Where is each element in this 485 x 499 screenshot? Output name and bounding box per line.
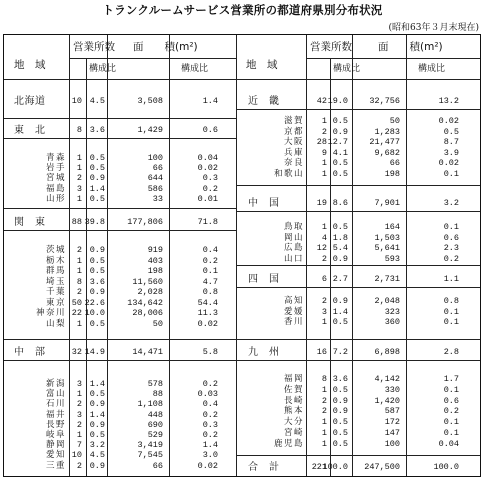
area-share: 2.3 <box>443 243 459 253</box>
office-count: 8 <box>76 276 82 287</box>
area-share: 0.1 <box>443 168 459 179</box>
area-value: 88 <box>152 389 163 400</box>
table-rule <box>236 109 480 110</box>
area-share: 0.3 <box>202 173 218 184</box>
office-count: 1 <box>76 389 82 400</box>
region-name: 中 国 <box>248 198 280 209</box>
area-value: 21,477 <box>369 137 400 147</box>
office-count: 2 <box>321 395 327 406</box>
area-value: 50 <box>389 116 400 126</box>
table-rule <box>4 360 236 361</box>
office-count: 50 <box>71 297 82 308</box>
table-rule <box>4 79 236 80</box>
area-share: 3.2 <box>443 198 459 208</box>
prefecture-name: 千葉 <box>45 287 66 297</box>
office-count: 1 <box>321 384 327 395</box>
area-value: 50 <box>152 318 163 329</box>
area-value: 100 <box>384 438 400 449</box>
table-rule <box>236 455 480 456</box>
office-share: 0.9 <box>332 126 348 137</box>
office-count: 2 <box>321 296 327 306</box>
office-count: 3 <box>76 183 82 194</box>
area-value: 593 <box>384 253 400 264</box>
area-value: 3,419 <box>137 440 163 451</box>
office-count: 2 <box>76 245 82 255</box>
prefecture-name: 佐賀 <box>283 384 304 395</box>
office-share: 0.9 <box>332 406 348 417</box>
office-share: 0.5 <box>332 384 348 395</box>
table-rule <box>69 35 70 476</box>
prefecture-name: 茨城 <box>45 245 66 255</box>
area-value: 448 <box>147 409 163 420</box>
table-rule <box>306 58 480 59</box>
table-rule <box>4 138 236 139</box>
area-value: 32,756 <box>369 96 400 106</box>
prefecture-name: 岐阜 <box>45 430 66 440</box>
area-share: 71.8 <box>197 217 218 227</box>
prefecture-name: 岩手 <box>45 163 66 174</box>
office-count: 1 <box>76 318 82 329</box>
header-label: 地 域 <box>14 59 46 71</box>
office-share: 0.9 <box>89 245 105 255</box>
office-share: 0.5 <box>89 430 105 440</box>
table-rule <box>236 339 480 340</box>
office-count: 9 <box>321 147 327 158</box>
office-count: 8 <box>321 374 327 384</box>
table-rule <box>236 35 237 476</box>
office-count: 10 <box>71 450 82 461</box>
office-count: 1 <box>76 430 82 440</box>
area-value: 1,108 <box>137 399 163 410</box>
area-share: 0.2 <box>202 183 218 194</box>
area-share: 11.3 <box>197 308 218 318</box>
office-count: 8 <box>76 125 82 135</box>
area-value: 4,142 <box>374 374 400 384</box>
office-share: 14.9 <box>84 347 105 357</box>
office-share: 0.5 <box>332 317 348 327</box>
header-label: 構成比 <box>418 64 446 74</box>
header-label: 営業所数 <box>310 41 352 53</box>
area-share: 1.4 <box>202 96 218 106</box>
area-share: 0.03 <box>197 389 218 400</box>
table-rule <box>4 208 236 209</box>
office-count: 1 <box>321 168 327 179</box>
office-count: 1 <box>321 158 327 168</box>
header-label: 構成比 <box>333 64 361 74</box>
area-share: 0.8 <box>443 296 459 306</box>
office-count: 28 <box>316 137 327 147</box>
office-count: 1 <box>76 193 82 204</box>
prefecture-name: 兵庫 <box>283 147 304 158</box>
area-value: 134,642 <box>127 297 163 308</box>
area-value: 9,682 <box>374 147 400 158</box>
area-share: 0.5 <box>443 126 459 137</box>
area-share: 54.4 <box>197 297 218 308</box>
prefecture-name: 鳥取 <box>283 222 304 232</box>
region-name: 九 州 <box>248 347 280 358</box>
office-share: 19.0 <box>327 96 348 106</box>
area-share: 0.4 <box>202 399 218 410</box>
total-area-share: 100.0 <box>433 462 459 472</box>
area-share: 0.3 <box>202 419 218 430</box>
office-share: 1.4 <box>332 306 348 317</box>
office-share: 0.9 <box>89 287 105 297</box>
table-rule <box>236 287 480 288</box>
area-value: 2,028 <box>137 287 163 297</box>
area-value: 1,503 <box>374 232 400 243</box>
total-office-share: 100.0 <box>322 462 348 472</box>
prefecture-name: 長崎 <box>283 395 304 406</box>
table-rule <box>330 58 331 476</box>
office-count: 10 <box>71 96 82 106</box>
table-rule <box>4 230 236 231</box>
prefecture-name: 山口 <box>283 253 304 264</box>
table-rule <box>107 35 108 476</box>
prefecture-name: 大分 <box>283 417 304 428</box>
office-share: 4.1 <box>332 147 348 158</box>
table-rule <box>4 118 236 119</box>
table-rule <box>236 265 480 266</box>
office-count: 3 <box>76 379 82 389</box>
office-share: 0.5 <box>332 417 348 428</box>
prefecture-name: 埼玉 <box>45 276 66 287</box>
area-share: 1.4 <box>202 440 218 451</box>
area-share: 0.1 <box>443 306 459 317</box>
office-share: 1.8 <box>332 232 348 243</box>
office-share: 0.5 <box>332 116 348 126</box>
office-share: 5.4 <box>332 243 348 253</box>
office-share: 0.9 <box>89 399 105 410</box>
office-share: 0.5 <box>89 153 105 163</box>
office-share: 4.5 <box>89 450 105 461</box>
prefecture-name: 富山 <box>45 389 66 400</box>
area-value: 578 <box>147 379 163 389</box>
area-share: 8.7 <box>443 137 459 147</box>
area-value: 403 <box>147 255 163 266</box>
area-share: 0.02 <box>197 163 218 174</box>
office-count: 6 <box>321 274 327 284</box>
office-share: 0.5 <box>89 266 105 276</box>
table-rule <box>236 360 480 361</box>
prefecture-name: 長野 <box>45 419 66 430</box>
area-value: 330 <box>384 384 400 395</box>
office-count: 1 <box>76 153 82 163</box>
office-share: 3.2 <box>89 440 105 451</box>
area-share: 3.0 <box>202 450 218 461</box>
area-value: 100 <box>147 153 163 163</box>
office-share: 0.5 <box>332 438 348 449</box>
table-rule <box>406 35 407 476</box>
prefecture-name: 山形 <box>45 193 66 204</box>
office-count: 2 <box>76 173 82 184</box>
office-count: 12 <box>316 243 327 253</box>
table-rule <box>236 211 480 212</box>
office-share: 8.6 <box>332 198 348 208</box>
office-count: 7 <box>76 440 82 451</box>
office-share: 3.6 <box>89 276 105 287</box>
header-label: 構成比 <box>181 64 209 74</box>
header-label: 構成比 <box>89 64 117 74</box>
area-value: 147 <box>384 428 400 438</box>
office-share: 22.6 <box>84 297 105 308</box>
area-share: 0.1 <box>202 266 218 276</box>
office-count: 16 <box>316 347 327 357</box>
area-value: 644 <box>147 173 163 184</box>
table-rule <box>236 79 480 80</box>
table-rule <box>4 339 236 340</box>
area-share: 0.2 <box>202 430 218 440</box>
office-count: 19 <box>316 198 327 208</box>
page-title: トランクルームサービス営業所の都道府県別分布状況 <box>102 3 383 17</box>
area-share: 4.7 <box>202 276 218 287</box>
area-share: 2.8 <box>443 347 459 357</box>
office-share: 0.5 <box>89 318 105 329</box>
region-name: 四 国 <box>248 274 280 285</box>
prefecture-name: 高知 <box>283 296 304 306</box>
area-value: 164 <box>384 222 400 232</box>
office-count: 2 <box>76 460 82 471</box>
prefecture-name: 福島 <box>45 183 66 194</box>
header-label: 地 域 <box>246 59 278 71</box>
office-count: 4 <box>321 232 327 243</box>
office-count: 3 <box>321 306 327 317</box>
header-label: 面 積(m²) <box>133 41 198 53</box>
area-value: 587 <box>384 406 400 417</box>
area-share: 0.1 <box>443 222 459 232</box>
office-count: 2 <box>321 253 327 264</box>
area-value: 66 <box>389 158 400 168</box>
area-value: 690 <box>147 419 163 430</box>
area-share: 0.6 <box>443 232 459 243</box>
office-count: 1 <box>321 222 327 232</box>
area-share: 0.04 <box>197 153 218 163</box>
area-share: 13.2 <box>438 96 459 106</box>
office-share: 1.4 <box>89 379 105 389</box>
office-share: 7.2 <box>332 347 348 357</box>
region-name: 近 畿 <box>248 96 280 107</box>
office-share: 0.5 <box>89 193 105 204</box>
area-value: 66 <box>152 460 163 471</box>
area-share: 5.8 <box>202 347 218 357</box>
prefecture-name: 愛知 <box>45 450 66 461</box>
area-share: 0.01 <box>197 193 218 204</box>
office-share: 3.6 <box>89 125 105 135</box>
office-count: 1 <box>76 255 82 266</box>
area-value: 2,731 <box>374 274 400 284</box>
office-share: 0.9 <box>89 173 105 184</box>
area-value: 198 <box>147 266 163 276</box>
area-value: 586 <box>147 183 163 194</box>
table-rule <box>306 35 307 476</box>
area-share: 0.6 <box>202 125 218 135</box>
prefecture-name: 岡山 <box>283 232 304 243</box>
area-value: 529 <box>147 430 163 440</box>
area-value: 1,429 <box>137 125 163 135</box>
area-value: 177,806 <box>127 217 163 227</box>
office-count: 1 <box>321 116 327 126</box>
area-share: 0.02 <box>438 158 459 168</box>
area-share: 3.9 <box>443 147 459 158</box>
prefecture-name: 滋賀 <box>283 116 304 126</box>
prefecture-name: 新潟 <box>45 379 66 389</box>
office-count: 2 <box>76 399 82 410</box>
prefecture-name: 青森 <box>45 153 66 163</box>
area-share: 0.1 <box>443 384 459 395</box>
area-value: 33 <box>152 193 163 204</box>
office-share: 10.0 <box>84 308 105 318</box>
area-share: 0.1 <box>443 317 459 327</box>
prefecture-name: 大阪 <box>283 137 304 147</box>
area-value: 323 <box>384 306 400 317</box>
area-value: 2,048 <box>374 296 400 306</box>
office-share: 0.5 <box>332 158 348 168</box>
table-rule <box>236 185 480 186</box>
office-share: 0.9 <box>89 460 105 471</box>
office-count: 3 <box>76 409 82 420</box>
prefecture-name: 広島 <box>283 243 304 253</box>
area-share: 0.6 <box>443 395 459 406</box>
area-value: 6,898 <box>374 347 400 357</box>
prefecture-name: 東京 <box>45 297 66 308</box>
office-count: 1 <box>321 438 327 449</box>
office-count: 1 <box>76 163 82 174</box>
prefecture-name: 神奈川 <box>35 308 66 318</box>
office-share: 4.5 <box>89 96 105 106</box>
prefecture-name: 福岡 <box>283 374 304 384</box>
office-share: 0.5 <box>89 389 105 400</box>
office-share: 0.9 <box>332 296 348 306</box>
office-count: 1 <box>321 428 327 438</box>
office-share: 1.4 <box>89 409 105 420</box>
office-count: 32 <box>71 347 82 357</box>
total-area: 247,500 <box>364 462 400 472</box>
area-share: 1.1 <box>443 274 459 284</box>
area-share: 1.7 <box>443 374 459 384</box>
table-rule <box>169 35 170 476</box>
prefecture-name: 群馬 <box>45 266 66 276</box>
prefecture-name: 山梨 <box>45 318 66 329</box>
office-share: 0.9 <box>89 419 105 430</box>
area-share: 0.1 <box>443 428 459 438</box>
prefecture-name: 奈良 <box>283 158 304 168</box>
prefecture-name: 栃木 <box>45 255 66 266</box>
date-note: (昭和63年３月末現在) <box>388 23 479 33</box>
area-value: 919 <box>147 245 163 255</box>
office-share: 0.5 <box>89 255 105 266</box>
area-share: 0.2 <box>443 406 459 417</box>
office-count: 1 <box>321 317 327 327</box>
area-share: 0.2 <box>202 409 218 420</box>
area-share: 0.4 <box>202 245 218 255</box>
region-name: 北海道 <box>14 96 46 107</box>
prefecture-name: 香川 <box>283 317 304 327</box>
area-value: 14,471 <box>132 347 163 357</box>
office-share: 0.5 <box>332 222 348 232</box>
office-count: 2 <box>76 287 82 297</box>
area-share: 0.02 <box>438 116 459 126</box>
office-count: 22 <box>71 308 82 318</box>
table-rule <box>69 58 236 59</box>
office-share: 0.5 <box>332 428 348 438</box>
total-office-count: 221 <box>311 462 327 472</box>
office-count: 1 <box>76 266 82 276</box>
area-share: 0.02 <box>197 318 218 329</box>
prefecture-name: 熊本 <box>283 406 304 417</box>
office-count: 42 <box>316 96 327 106</box>
table-rule <box>352 35 353 476</box>
area-value: 198 <box>384 168 400 179</box>
prefecture-name: 宮崎 <box>283 428 304 438</box>
prefecture-name: 愛媛 <box>283 306 304 317</box>
area-value: 28,006 <box>132 308 163 318</box>
area-value: 7,901 <box>374 198 400 208</box>
area-value: 66 <box>152 163 163 174</box>
office-count: 88 <box>71 217 82 227</box>
area-value: 172 <box>384 417 400 428</box>
office-count: 2 <box>76 419 82 430</box>
area-value: 3,508 <box>137 96 163 106</box>
prefecture-name: 静岡 <box>45 440 66 451</box>
area-share: 0.2 <box>202 255 218 266</box>
office-share: 1.4 <box>89 183 105 194</box>
prefecture-name: 和歌山 <box>273 168 304 179</box>
header-label: 面 積(m²) <box>378 41 443 53</box>
office-share: 0.5 <box>89 163 105 174</box>
prefecture-name: 鹿児島 <box>273 438 304 449</box>
header-label: 営業所数 <box>73 41 115 53</box>
prefecture-name: 福井 <box>45 409 66 420</box>
area-share: 0.02 <box>197 460 218 471</box>
office-share: 0.5 <box>332 168 348 179</box>
office-count: 1 <box>321 417 327 428</box>
prefecture-name: 京都 <box>283 126 304 137</box>
area-value: 1,283 <box>374 126 400 137</box>
table-rule <box>86 58 87 476</box>
prefecture-name: 石川 <box>45 399 66 410</box>
area-value: 5,641 <box>374 243 400 253</box>
area-value: 11,560 <box>132 276 163 287</box>
area-share: 0.2 <box>443 253 459 264</box>
region-name: 中 部 <box>14 347 46 358</box>
area-share: 0.04 <box>438 438 459 449</box>
area-share: 0.1 <box>443 417 459 428</box>
area-value: 7,545 <box>137 450 163 461</box>
office-count: 2 <box>321 406 327 417</box>
area-share: 0.2 <box>202 379 218 389</box>
area-value: 360 <box>384 317 400 327</box>
area-value: 1,420 <box>374 395 400 406</box>
region-name: 東 北 <box>14 125 46 136</box>
office-share: 39.8 <box>84 217 105 227</box>
office-share: 12.7 <box>327 137 348 147</box>
office-share: 3.6 <box>332 374 348 384</box>
area-share: 0.8 <box>202 287 218 297</box>
region-name: 関 東 <box>14 217 46 228</box>
office-count: 2 <box>321 126 327 137</box>
prefecture-name: 三重 <box>45 460 66 471</box>
office-share: 2.7 <box>332 274 348 284</box>
office-share: 0.9 <box>332 253 348 264</box>
total-label: 合 計 <box>248 462 280 473</box>
prefecture-name: 宮城 <box>45 173 66 184</box>
office-share: 0.9 <box>332 395 348 406</box>
